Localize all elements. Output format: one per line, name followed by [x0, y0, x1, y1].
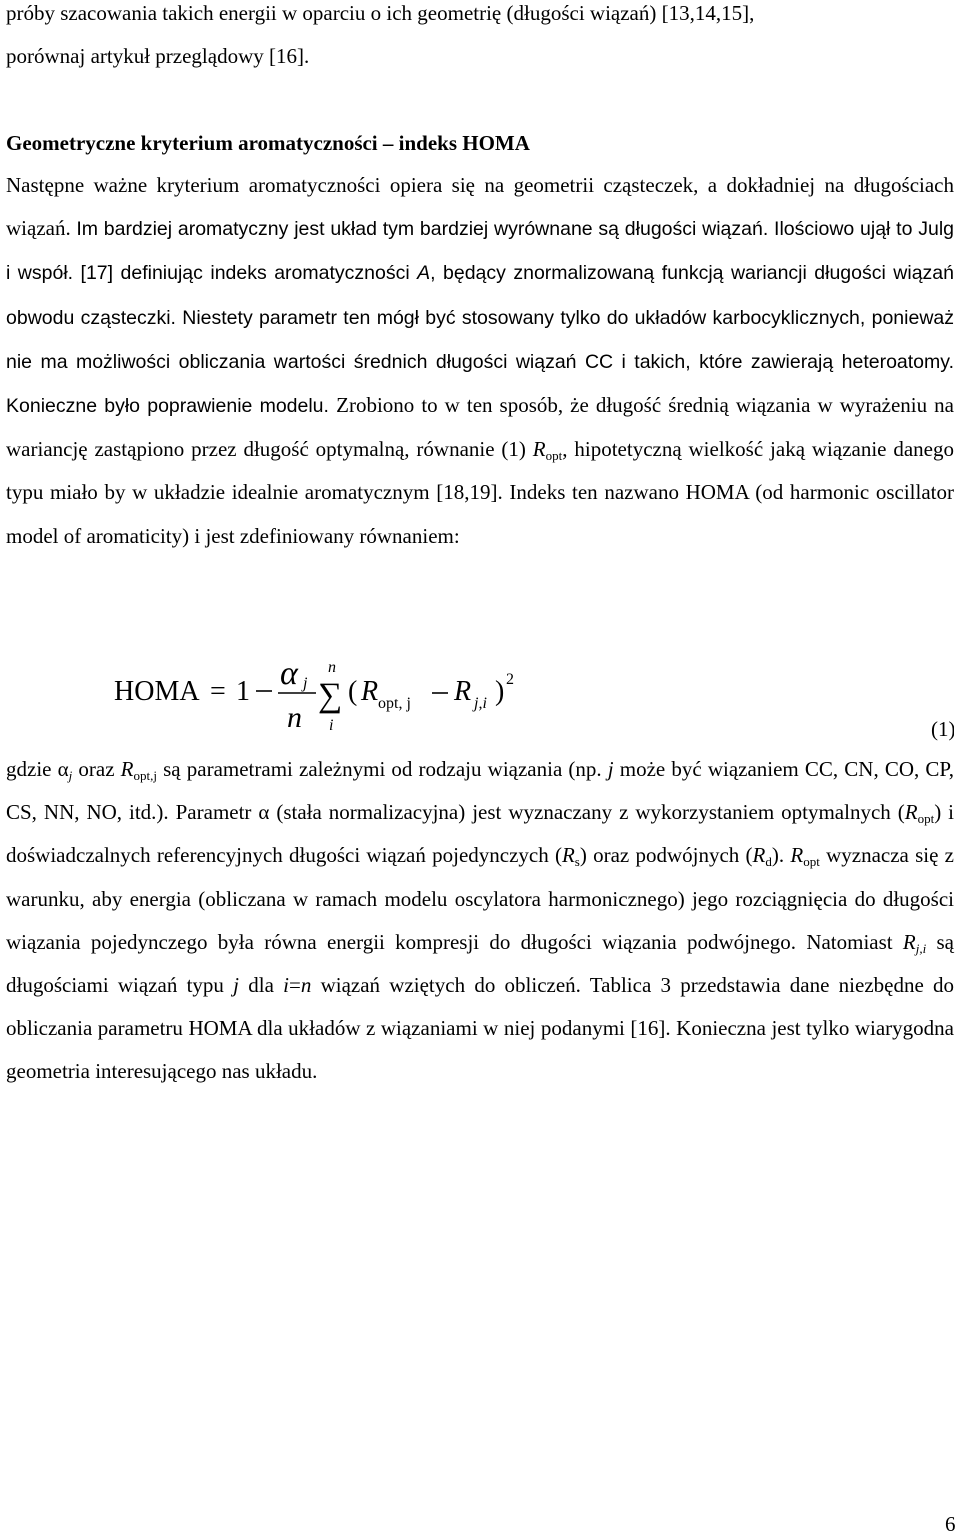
- eq-alpha-sub: j: [303, 675, 308, 692]
- text-segment: , hipotetyczną wielkość jaką wiązanie danego typu miało by w układzie idealnie aromatycznym [18,19]. Indeks ten nazwano HOMA (od harmonic oscillator model of aromaticity) i jest zdefiniowany równaniem:: [6, 437, 954, 548]
- subscript: opt: [917, 811, 935, 827]
- intro-line-2: porównaj artykuł przeglądowy [16].: [6, 44, 310, 69]
- text-segment: może być wiązaniem CC, CN, CO, CP, CS, NN, NO, itd.). Parametr α (stała normalizacyjna) jest wyznaczany z wykorzystaniem optymalnych (: [6, 757, 955, 825]
- text-segment: oraz: [72, 757, 121, 781]
- text-segment: Im bardziej aromatyczny jest układ tym bardziej wyrównane są długości wiązań. Ilościowo ujął to Julg i współ. [17] definiując indeks aromatyczności: [6, 218, 954, 285]
- symbol-i: i: [283, 973, 289, 998]
- subscript: opt: [803, 854, 820, 870]
- eq-R1-sub: opt, j: [378, 695, 411, 712]
- subscript: s: [574, 854, 580, 870]
- eq-one: 1: [236, 676, 250, 707]
- eq-sum-sign: ∑: [318, 677, 343, 714]
- paragraph-intro: [6, 0, 954, 78]
- text-segment: Zrobiono to w ten sposób, że długość średnią wiązania w wyrażeniu na wariancję zastąpiono przez długość optymalną, równanie (1): [6, 393, 954, 462]
- paragraph-homa-description: [6, 164, 954, 558]
- eq-power: 2: [506, 671, 514, 688]
- symbol-R: R: [561, 843, 575, 868]
- text-segment: ).: [771, 843, 791, 868]
- text-segment: ) oraz podwójnych (: [579, 843, 753, 868]
- eq-equals: =: [210, 676, 226, 707]
- subscript-j: j: [68, 767, 73, 783]
- eq-alpha: α: [280, 655, 298, 692]
- text-segment: ) i doświadczalnych referencyjnych długości wiązań pojedynczych (: [6, 800, 954, 868]
- eq-open-paren: (: [348, 676, 358, 707]
- subscript: opt: [545, 448, 563, 464]
- text-segment: wiązań wziętych do obliczeń. Tablica 3 przedstawia dane niezbędne do obliczania parametru HOMA dla układów z wiązaniami w niej podanymi [16]. Konieczna jest tylko wiarygodna geometria interesującego nas układu.: [6, 973, 955, 1084]
- symbol-n: n: [300, 973, 312, 998]
- text-segment: dla: [239, 973, 284, 998]
- text-segment-sans: [6, 218, 954, 417]
- page-number: 6: [945, 1512, 956, 1536]
- subscript: opt,j: [133, 767, 157, 783]
- text-segment: wyznacza się z warunku, aby energia (obliczana w ramach modelu oscylatora harmonicznego) jego rozciągnięcia do długości wiązania pojedynczego była równa energii kompresji do długości wiązania podwójnego. Natomiast: [6, 843, 954, 954]
- eq-sum-lower: i: [329, 717, 334, 734]
- paragraph-parameters: [6, 748, 954, 1094]
- eq-n-denominator: n: [287, 701, 302, 734]
- text-segment: , będący znormalizowaną funkcją wariancji długości wiązań obwodu cząsteczki. Niestety parametr ten mógł być stosowany tylko do układów karbocyklicznych, ponieważ nie ma możliwości obliczania wartości średnich długości wiązań CC i takich, które zawierają heteroatomy. Konieczne było poprawienie modelu.: [6, 262, 954, 418]
- symbol-A: A: [417, 262, 431, 285]
- eq-number: (1): [931, 717, 954, 741]
- symbol-R: R: [790, 843, 804, 868]
- subscript: d: [765, 854, 772, 870]
- symbol-R: R: [904, 800, 918, 825]
- eq-R2: R: [454, 676, 472, 707]
- symbol-R: R: [752, 843, 766, 868]
- symbol-R: R: [120, 757, 134, 781]
- eq-R2-sub: j,i: [474, 695, 487, 712]
- symbol-R: R: [532, 437, 546, 462]
- homa-equation: [6, 650, 954, 760]
- symbol-R: R: [902, 929, 916, 954]
- eq-sum-upper: n: [328, 659, 336, 676]
- section-heading: Geometryczne kryterium aromatyczności – indeks HOMA: [6, 131, 530, 155]
- symbol-j: j: [607, 757, 614, 781]
- eq-lhs: HOMA: [114, 676, 200, 707]
- text-segment: są parametrami zależnymi od rodzaju wiązania (np.: [157, 757, 608, 781]
- subscript: j,i: [915, 940, 927, 956]
- eq-close-paren: ): [495, 676, 505, 707]
- symbol-j: j: [233, 973, 240, 998]
- text-segment: =: [289, 973, 301, 998]
- text-segment: gdzie α: [6, 757, 69, 781]
- equation-svg: [6, 650, 954, 760]
- eq-R1: R: [361, 676, 379, 707]
- text-segment: Następne ważne kryterium aromatyczności opiera się na geometrii cząsteczek, a dokładniej na długościach wiązań.: [6, 173, 954, 241]
- text-segment: są długościami wiązań typu: [6, 929, 954, 998]
- intro-line-1: próby szacowania takich energii w oparciu o ich geometrię (długości wiązań) [13,14,15],: [6, 1, 755, 25]
